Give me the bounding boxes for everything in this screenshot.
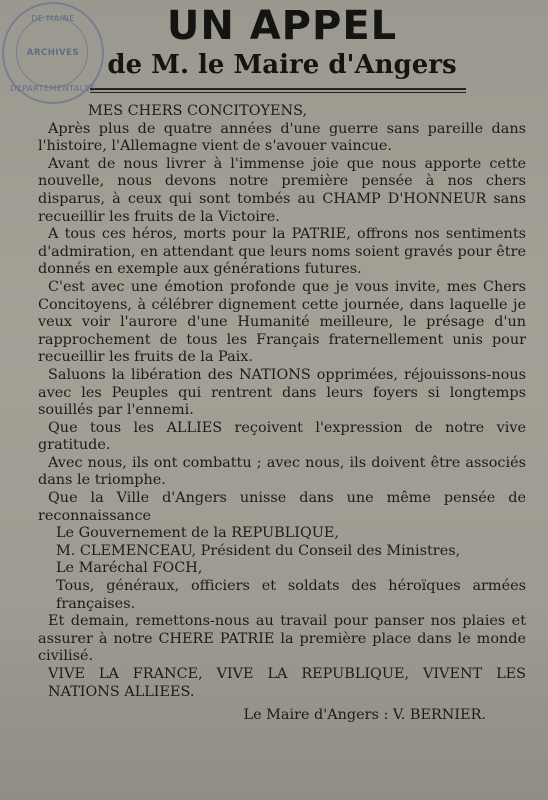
list-item: Tous, généraux, officiers et soldats des héroïques armées françaises. [56, 578, 526, 612]
paragraph: Après plus de quatre années d'une guerre sans pareille dans l'histoire, l'Allemagne vient de s'avouer vaincue. [38, 120, 526, 155]
stamp-bottom-text: DEPARTEMENTALES [10, 84, 96, 93]
list-item: Le Maréchal FOCH, [56, 560, 203, 577]
paragraph: Avec nous, ils ont combattu ; avec nous, ils doivent être associés dans le triomphe. [38, 454, 526, 489]
acknowledgment-list [38, 525, 526, 613]
archives-stamp [2, 2, 104, 104]
closing-paragraph: Et demain, remettons-nous au travail pour panser nos plaies et assurer à notre CHERE PATRIE la première place dans le monde civilisé. [38, 613, 526, 665]
paragraph: Saluons la libération des NATIONS opprimées, réjouissons-nous avec les Peuples qui rentrent dans leurs foyers si longtemps souillés par l'ennemi. [38, 366, 526, 419]
subheadline: de M. le Maire d'Angers [107, 50, 457, 80]
paragraph: Que la Ville d'Angers unisse dans une même pensée de reconnaissance [38, 490, 526, 524]
title-rule [90, 88, 466, 93]
paragraph: Avant de nous livrer à l'immense joie que nous apporte cette nouvelle, nous devons notre première pensée à nos chers disparus, à ceux qui sont tombés au CHAMP D'HONNEUR sans recueillir les fruits de la Victoire. [38, 155, 526, 225]
paragraph: Que tous les ALLIES reçoivent l'expression de notre vive gratitude. [38, 419, 526, 454]
stamp-center-text: ARCHIVES [26, 48, 80, 58]
list-item: M. CLEMENCEAU, Président du Conseil des Ministres, [56, 542, 461, 559]
stamp-top-text: DE MAINE [31, 14, 75, 23]
paragraph: C'est avec une émotion profonde que je vous invite, mes Chers Concitoyens, à célébrer dignement cette journée, dans laquelle je veux voir l'aurore d'une Humanité meilleure, le présage d'un rapprochement de tous les Français fraternellement unis pour recueillir les fruits de la Paix. [38, 278, 526, 366]
salutation: MES CHERS CONCITOYENS, [88, 103, 308, 119]
letter-body [38, 103, 526, 725]
signature: Le Maire d'Angers : V. BERNIER. [243, 707, 486, 724]
list-item: Le Gouvernement de la REPUBLIQUE, [56, 525, 339, 542]
headline: UN APPEL [166, 3, 398, 49]
paragraph: A tous ces héros, morts pour la PATRIE, offrons nos sentiments d'admiration, en attendant que leurs noms soient gravés pour être donnés en exemple aux générations futures. [38, 226, 526, 278]
acclamation: VIVE LA FRANCE, VIVE LA REPUBLIQUE, VIVENT LES NATIONS ALLIEES. [48, 666, 526, 700]
